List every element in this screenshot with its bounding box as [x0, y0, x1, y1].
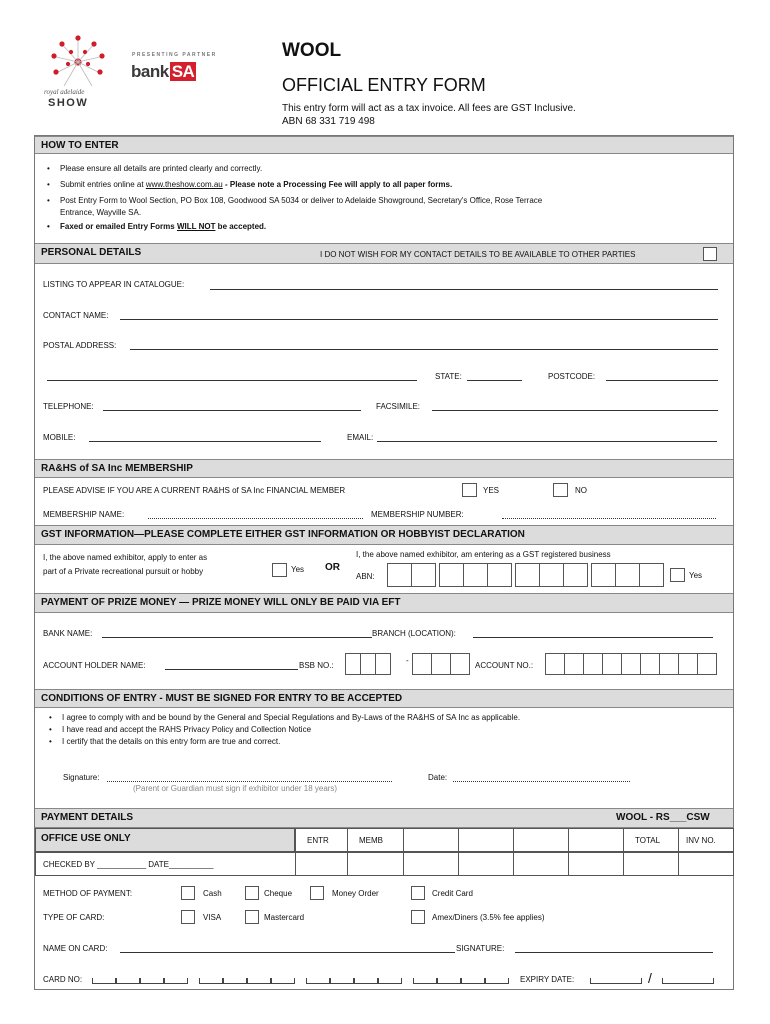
card-digit-slot[interactable]	[485, 978, 509, 984]
website-link[interactable]: www.theshow.com.au	[145, 180, 223, 189]
abn-text: ABN 68 331 719 498	[282, 116, 375, 127]
abn-digit-box[interactable]	[515, 563, 540, 587]
inv-header: INV NO.	[686, 836, 716, 845]
bsb-label: BSB NO.:	[299, 661, 334, 670]
signature-label: Signature:	[63, 773, 100, 782]
office-grid-cell[interactable]	[403, 852, 459, 876]
signature-field[interactable]	[107, 781, 392, 782]
bank-name-label: BANK NAME:	[43, 629, 93, 638]
state-field[interactable]	[467, 380, 522, 381]
card-digit-slot[interactable]	[437, 978, 461, 984]
card-no-label: CARD NO:	[43, 975, 83, 984]
account-digit-box[interactable]	[621, 653, 641, 675]
office-grid-cell[interactable]	[568, 852, 624, 876]
abn-digit-box[interactable]	[487, 563, 512, 587]
card-digit-slot[interactable]	[413, 978, 437, 984]
hobby-yes-checkbox[interactable]	[272, 563, 287, 577]
expiry-year-field[interactable]	[662, 978, 714, 984]
show-text: SHOW	[48, 97, 89, 109]
abn-digit-box[interactable]	[411, 563, 436, 587]
abn-digit-box[interactable]	[539, 563, 564, 587]
bank-name-field[interactable]	[102, 637, 372, 638]
wool-code: WOOL - RS___CSW	[616, 812, 710, 823]
postcode-field[interactable]	[606, 380, 718, 381]
contact-field[interactable]	[120, 319, 718, 320]
cheque-checkbox[interactable]	[245, 886, 259, 900]
membership-advise: PLEASE ADVISE IF YOU ARE A CURRENT RA&HS of SA Inc FINANCIAL MEMBER	[43, 486, 346, 495]
facsimile-label: FACSIMILE:	[376, 402, 421, 411]
membership-heading: RA&HS of SA Inc MEMBERSHIP	[35, 459, 733, 478]
card-digit-slot[interactable]	[354, 978, 378, 984]
telephone-label: TELEPHONE:	[43, 402, 94, 411]
account-digit-box[interactable]	[564, 653, 584, 675]
office-grid-cell	[458, 828, 514, 852]
card-digit-slot[interactable]	[461, 978, 485, 984]
postal-field-2[interactable]	[47, 380, 417, 381]
amex-label: Amex/Diners (3.5% fee applies)	[432, 913, 545, 922]
cash-checkbox[interactable]	[181, 886, 195, 900]
instruction-3-cont: Entrance, Wayville SA.	[60, 208, 142, 217]
member-no-checkbox[interactable]	[553, 483, 568, 497]
banksa-logo: bank SA	[131, 62, 195, 81]
office-grid-cell[interactable]	[513, 852, 569, 876]
instruction-2: • Submit entries online at www.theshow.com.au - Please note a Processing Fee will apply to all paper forms.	[60, 180, 452, 189]
state-label: STATE:	[435, 372, 462, 381]
checked-by-label: CHECKED BY ___________ DATE__________	[43, 860, 214, 869]
member-yes-label: YES	[483, 486, 500, 495]
opt-out-checkbox[interactable]	[703, 247, 717, 261]
expiry-label: EXPIRY DATE:	[520, 975, 575, 984]
money-order-label: Money Order	[332, 889, 379, 898]
title-wool: WOOL	[282, 40, 342, 61]
visa-label: VISA	[203, 913, 222, 922]
abn-label: ABN:	[356, 572, 375, 581]
card-digit-slot[interactable]	[116, 978, 140, 984]
bsb-digit-box[interactable]	[360, 653, 376, 675]
cheque-label: Cheque	[264, 889, 293, 898]
card-digit-slot[interactable]	[223, 978, 247, 984]
account-digit-box[interactable]	[583, 653, 603, 675]
listing-label: LISTING TO APPEAR IN CATALOGUE:	[43, 280, 185, 289]
gst-registered-text: I, the above named exhibitor, am entering as a GST registered business	[356, 550, 611, 559]
presenting-partner-text: PRESENTING PARTNER	[132, 52, 217, 58]
royal-adelaide-text: royal adelaide	[44, 88, 85, 96]
bsb-digit-box[interactable]	[412, 653, 432, 675]
card-digit-slot[interactable]	[247, 978, 271, 984]
email-field[interactable]	[377, 441, 717, 442]
member-yes-checkbox[interactable]	[462, 483, 477, 497]
office-grid-cell[interactable]	[458, 852, 514, 876]
abn-digit-box[interactable]	[563, 563, 588, 587]
expiry-slash: /	[648, 970, 652, 986]
office-use-label: OFFICE USE ONLY	[41, 833, 131, 844]
office-grid-cell[interactable]	[295, 852, 348, 876]
contact-label: CONTACT NAME:	[43, 311, 109, 320]
opt-out-label: I DO NOT WISH FOR MY CONTACT DETAILS TO BE AVAILABLE TO OTHER PARTIES	[320, 250, 636, 259]
account-no-label: ACCOUNT NO.:	[475, 661, 534, 670]
abn-digit-box[interactable]	[463, 563, 488, 587]
visa-checkbox[interactable]	[181, 910, 195, 924]
expiry-month-field[interactable]	[590, 978, 642, 984]
email-label: EMAIL:	[347, 433, 374, 442]
hobby-line-1: I, the above named exhibitor, apply to enter as	[43, 553, 208, 562]
telephone-field[interactable]	[103, 410, 361, 411]
card-digit-slot[interactable]	[140, 978, 164, 984]
name-on-card-label: NAME ON CARD:	[43, 944, 108, 953]
date-field[interactable]	[453, 781, 630, 782]
gst-heading: GST INFORMATION—PLEASE COMPLETE EITHER GST INFORMATION OR HOBBYIST DECLARATION	[35, 525, 733, 545]
credit-card-checkbox[interactable]	[411, 886, 425, 900]
account-digit-box[interactable]	[602, 653, 622, 675]
listing-field[interactable]	[210, 289, 718, 290]
card-digit-slot[interactable]	[378, 978, 402, 984]
personal-details-heading: PERSONAL DETAILS	[35, 243, 733, 264]
office-grid-cell	[403, 828, 459, 852]
tax-note: This entry form will act as a tax invoice. All fees are GST Inclusive.	[282, 103, 576, 114]
bsb-digit-box[interactable]	[345, 653, 361, 675]
card-type-label: TYPE OF CARD:	[43, 913, 105, 922]
card-digit-slot[interactable]	[306, 978, 330, 984]
card-signature-field[interactable]	[515, 952, 713, 953]
amex-checkbox[interactable]	[411, 910, 425, 924]
date-label: Date:	[428, 773, 448, 782]
abn-digit-box[interactable]	[615, 563, 640, 587]
hobby-line-2: part of a Private recreational pursuit or hobby	[43, 567, 204, 576]
card-digit-slot[interactable]	[164, 978, 188, 984]
instruction-3: • Post Entry Form to Wool Section, PO Box 108, Goodwood SA 5034 or deliver to Adelaide Showground, Secretary's Office, Rose Terrace	[60, 196, 542, 205]
membership-number-field[interactable]	[502, 518, 716, 519]
card-digit-slot[interactable]	[330, 978, 354, 984]
abn-digit-box[interactable]	[439, 563, 464, 587]
guardian-note: (Parent or Guardian must sign if exhibitor under 18 years)	[133, 784, 338, 793]
total-header: TOTAL	[635, 836, 661, 845]
postal-field[interactable]	[130, 349, 718, 350]
condition-2: • I have read and accept the RAHS Privacy Policy and Collection Notice	[62, 725, 311, 734]
entr-header: ENTR	[307, 836, 329, 845]
memb-header: MEMB	[359, 836, 383, 845]
postcode-label: POSTCODE:	[548, 372, 596, 381]
hobby-yes-label: Yes	[291, 565, 305, 574]
card-digit-slot[interactable]	[199, 978, 223, 984]
card-digit-slot[interactable]	[271, 978, 295, 984]
condition-1: • I agree to comply with and be bound by the General and Special Regulations and By-Laws of the RA&HS of SA Inc as applicable.	[62, 713, 520, 722]
prize-money-heading: PAYMENT OF PRIZE MONEY — PRIZE MONEY WILL ONLY BE PAID VIA EFT	[35, 593, 733, 613]
conditions-heading: CONDITIONS OF ENTRY - MUST BE SIGNED FOR ENTRY TO BE ACCEPTED	[35, 689, 733, 708]
card-signature-label: SIGNATURE:	[456, 944, 505, 953]
bsb-dash: -	[406, 656, 409, 665]
name-on-card-field[interactable]	[120, 952, 455, 953]
how-to-enter-heading: HOW TO ENTER	[35, 136, 733, 154]
office-grid-cell	[513, 828, 569, 852]
account-holder-label: ACCOUNT HOLDER NAME:	[43, 661, 146, 670]
credit-card-label: Credit Card	[432, 889, 473, 898]
or-text: OR	[325, 562, 340, 573]
mastercard-checkbox[interactable]	[245, 910, 259, 924]
sun-burst-icon	[38, 34, 118, 94]
instruction-1: • Please ensure all details are printed clearly and correctly.	[60, 164, 262, 173]
gst-yes-checkbox[interactable]	[670, 568, 685, 582]
payment-details-heading: PAYMENT DETAILS	[35, 808, 733, 828]
membership-name-field[interactable]	[148, 518, 363, 519]
office-grid-cell[interactable]	[678, 852, 734, 876]
account-digit-box[interactable]	[545, 653, 565, 675]
abn-digit-box[interactable]	[591, 563, 616, 587]
mastercard-label: Mastercard	[264, 913, 305, 922]
account-digit-box[interactable]	[697, 653, 717, 675]
bsb-digit-box[interactable]	[431, 653, 451, 675]
account-holder-field[interactable]	[165, 669, 298, 670]
abn-digit-box[interactable]	[387, 563, 412, 587]
member-no-label: NO	[575, 486, 587, 495]
title-form: OFFICIAL ENTRY FORM	[282, 75, 486, 95]
cash-label: Cash	[203, 889, 222, 898]
mobile-field[interactable]	[89, 441, 321, 442]
office-grid-cell[interactable]	[347, 852, 404, 876]
bsb-digit-box[interactable]	[375, 653, 391, 675]
condition-3: • I certify that the details on this entry form are true and correct.	[62, 737, 280, 746]
branch-label: BRANCH (LOCATION):	[372, 629, 456, 638]
account-digit-box[interactable]	[640, 653, 660, 675]
instruction-4: • Faxed or emailed Entry Forms WILL NOT be accepted.	[60, 222, 266, 231]
branch-field[interactable]	[473, 637, 713, 638]
membership-name-label: MEMBERSHIP NAME:	[43, 510, 125, 519]
office-grid-cell[interactable]	[623, 852, 679, 876]
mobile-label: MOBILE:	[43, 433, 76, 442]
office-grid-cell	[568, 828, 624, 852]
money-order-checkbox[interactable]	[310, 886, 324, 900]
bsb-digit-box[interactable]	[450, 653, 470, 675]
gst-yes-label: Yes	[689, 571, 703, 580]
abn-digit-box[interactable]	[639, 563, 664, 587]
card-digit-slot[interactable]	[92, 978, 116, 984]
account-digit-box[interactable]	[678, 653, 698, 675]
membership-number-label: MEMBERSHIP NUMBER:	[371, 510, 464, 519]
postal-label: POSTAL ADDRESS:	[43, 341, 117, 350]
facsimile-field[interactable]	[432, 410, 718, 411]
method-label: METHOD OF PAYMENT:	[43, 889, 133, 898]
account-digit-box[interactable]	[659, 653, 679, 675]
